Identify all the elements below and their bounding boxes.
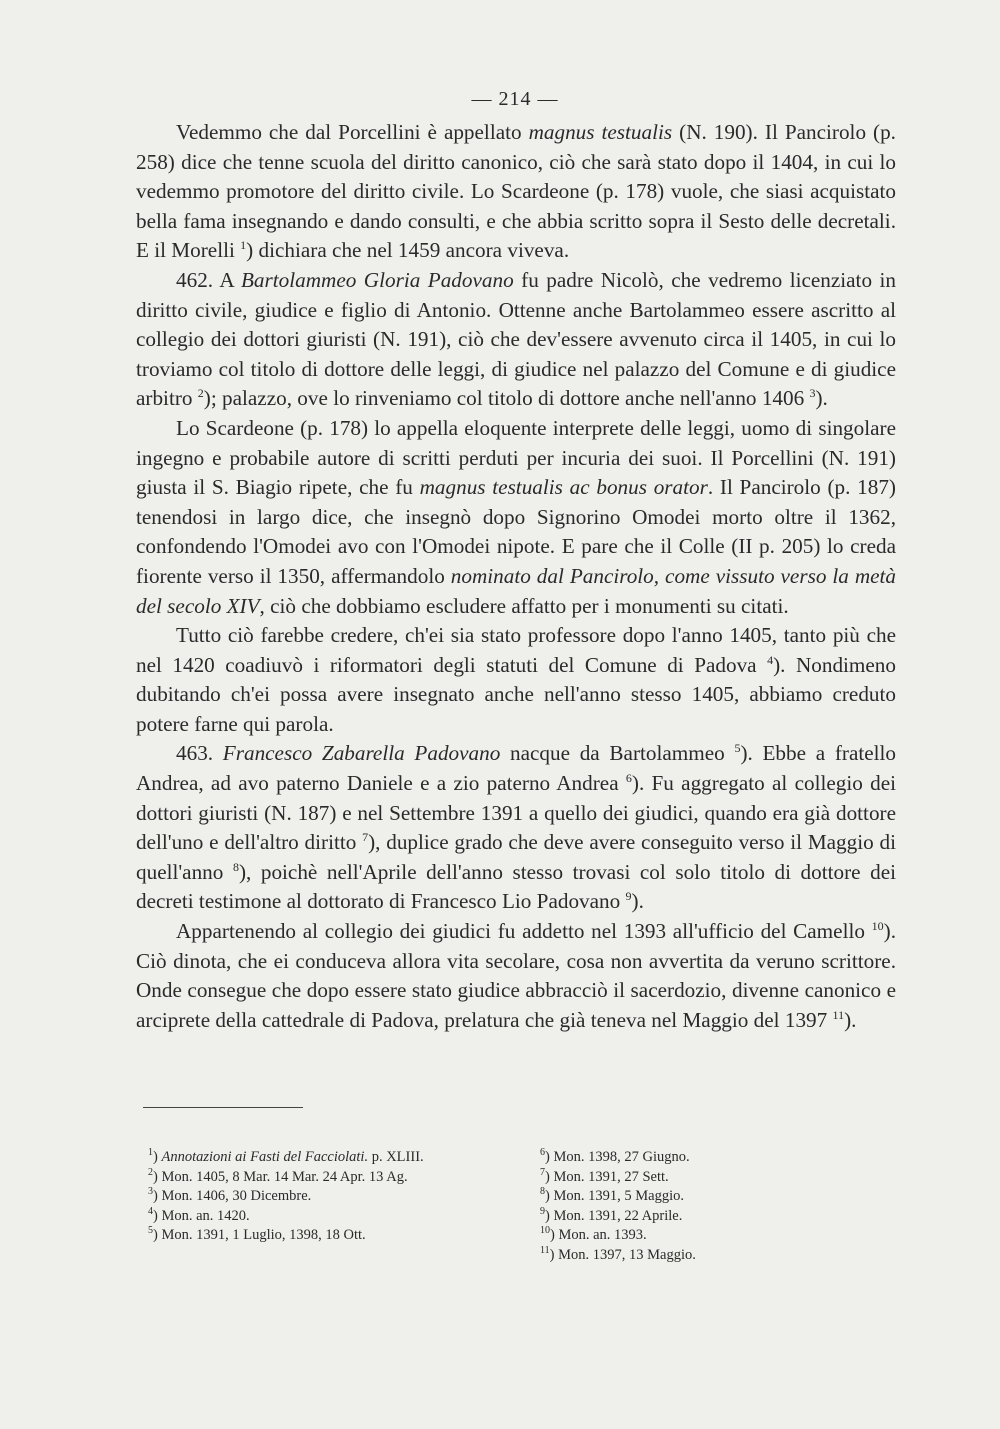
footnote-ref: 1 xyxy=(240,238,247,253)
footnote-number: 5 xyxy=(148,1225,153,1236)
text-run: ). Fu aggregato al collegio dei dottori giuristi (N. 187) e nel Settembre 1391 a quello dei giudici, quando era già dottore dell'uno e dell'altro diritto xyxy=(136,771,896,855)
paragraph-4 xyxy=(136,621,896,739)
italic-text: nominato dal Pancirolo, come vissuto verso la metà del secolo XIV xyxy=(136,563,896,618)
footnote-7: $^7$) Mon. 1391, 27 Sett. xyxy=(540,1166,669,1185)
italic-text: Francesco Zabarella Padovano xyxy=(222,741,501,766)
footnote-ref: 3 xyxy=(809,386,816,401)
footnote-text: Mon. 1391, 5 Maggio. xyxy=(549,1188,684,1204)
text-run: ); palazzo, ove lo rinveniamo col titolo di dottore anche nell'anno 1406 xyxy=(203,386,810,411)
footnote-number: 10 xyxy=(540,1225,550,1236)
footnote-number: 1 xyxy=(148,1147,153,1158)
footnote-text: Mon. 1391, 27 Sett. xyxy=(549,1168,669,1185)
text-run: . Il Pancirolo (p. 187) tenendosi in largo dice, che insegnò dopo Signorino Omodei morto oltre il 1362, confondendo l'Omodei avo con l'Omodei nipote. E pare che il Colle (II p. 205) lo creda fiorente verso il 1350, affermandolo xyxy=(136,475,896,588)
text-run: , ciò che dobbiamo escludere affatto per i monumenti su citati. xyxy=(259,593,789,618)
text-run: Appartenendo al collegio dei giudici fu addetto nel 1393 all'ufficio del Camello xyxy=(176,919,872,944)
paragraph-462 xyxy=(136,266,896,414)
footnote-10: $^{10}$) Mon. an. 1393. xyxy=(540,1225,647,1243)
text-run: fu padre Nicolò, che vedremo licenziato in diritto civile, giudice e figlio di Antonio. Ottenne anche Bartolammeo essere ascritto al collegio dei dottori giuristi (N. 191), ciò che dev'essere avvenuto circa il 1405, in cui lo troviamo col titolo di dottore delle leggi, di giudice nel palazzo del Comune e di giudice arbitro xyxy=(136,267,896,411)
footnote-text: Mon. 1405, 8 Mar. 14 Mar. 24 Apr. 13 Ag. xyxy=(157,1168,408,1185)
body-text xyxy=(136,118,896,1035)
footnote-number: 11 xyxy=(540,1244,550,1256)
footnotes-right xyxy=(540,1148,800,1265)
footnote-number: 8 xyxy=(540,1186,545,1197)
text-run: ) dichiara che nel 1459 ancora viveva. xyxy=(246,238,570,263)
text-run: ). Nondimeno dubitando ch'ei possa avere insegnato anche nell'anno stesso 1405, abbiamo creduto potere farne qui parola. xyxy=(136,652,896,736)
footnote-5: $^5$) Mon. 1391, 1 Luglio, 1398, 18 Ott. xyxy=(148,1225,366,1243)
footnote-divider xyxy=(143,1107,303,1108)
footnote-ref: 2 xyxy=(197,386,204,401)
footnote-ref: 10 xyxy=(871,919,884,934)
italic-text: Bartolammeo Gloria Padovano xyxy=(240,267,514,292)
footnote-9: $^9$) Mon. 1391, 22 Aprile. xyxy=(540,1205,683,1224)
footnote-ref: 4 xyxy=(767,652,774,667)
footnote-11: $^{11}$) Mon. 1397, 13 Maggio. xyxy=(540,1244,696,1263)
footnote-number: 4 xyxy=(148,1205,153,1217)
footnote-4: $^4$) Mon. an. 1420. xyxy=(148,1205,250,1224)
footnote-text: Mon. 1391, 1 Luglio, 1398, 18 Ott. xyxy=(157,1227,366,1243)
footnote-3: $^3$) Mon. 1406, 30 Dicembre. xyxy=(148,1186,312,1204)
text-run: ). xyxy=(844,1007,857,1032)
footnote-number: 6 xyxy=(540,1147,545,1158)
text-run: 463. xyxy=(176,741,223,766)
text-run: nacque da Bartolammeo xyxy=(500,741,735,766)
text-run: ). Ebbe a fratello Andrea, ad avo paterno Daniele e a zio paterno Andrea xyxy=(136,741,897,796)
paragraph-3 xyxy=(136,414,896,621)
text-run: ). Ciò dinota, che ei conduceva allora vita secolare, cosa non avvertita da veruno scrittore. Onde consegue che dopo essere stato giudice abbracciò il sacerdozio, divenne canonico e arciprete della cattedrale di Padova, prelatura che già teneva nel Maggio del 1397 xyxy=(136,919,896,1032)
paragraph-463 xyxy=(136,739,896,917)
footnote-text: Mon. 1397, 13 Maggio. xyxy=(554,1246,696,1263)
footnote-text: Mon. an. 1420. xyxy=(157,1207,250,1224)
footnote-number: 9 xyxy=(540,1205,545,1217)
footnote-text: Mon. 1391, 22 Aprile. xyxy=(549,1207,683,1224)
footnote-text: Mon. 1406, 30 Dicembre. xyxy=(157,1188,312,1204)
footnote-text: p. XLIII. xyxy=(368,1149,424,1165)
text-run: Lo Scardeone (p. 178) lo appella eloquente interprete delle leggi, uomo di singolare ingegno e probabile autore di scritti perduti per incuria dei suoi. Il Porcellini (N. 191) giusta il S. Biagio ripete, che fu xyxy=(136,415,896,500)
text-run: 462. A xyxy=(176,267,241,292)
text-run: ), poichè nell'Aprile dell'anno stesso trovasi col solo titolo di dottore dei decreti testimone al dottorato di Francesco Lio Padovano xyxy=(136,859,897,914)
text-run: ). xyxy=(631,889,644,914)
footnote-ref: 11 xyxy=(832,1007,845,1022)
footnotes-left xyxy=(148,1148,508,1246)
text-run: (N. 190). Il Pancirolo (p. 258) dice che tenne scuola del diritto canonico, ciò che sarà stato dopo il 1404, in cui lo vedemmo promotore del diritto civile. Lo Scardeone (p. 178) vuole, che siasi acquistato bella fama insegnando e dando consulti, e che abbia scritto sopra il Sesto delle decretali. E il Morelli xyxy=(136,120,896,263)
footnote-number: 2 xyxy=(148,1166,153,1178)
footnote-text: Mon. 1398, 27 Giugno. xyxy=(549,1149,690,1165)
text-run: ), duplice grado che deve avere conseguito verso il Maggio di quell'anno xyxy=(136,830,896,884)
paragraph-6 xyxy=(136,917,896,1035)
footnote-ref: 5 xyxy=(734,741,741,756)
text-run: Tutto ciò farebbe credere, ch'ei sia stato professore dopo l'anno 1405, tanto più che nel 1420 coadiuvò i riformatori degli statuti del Comune di Padova xyxy=(136,623,896,677)
footnote-text: Mon. an. 1393. xyxy=(554,1227,647,1243)
text-run: ). xyxy=(815,386,828,411)
text-run: Vedemmo che dal Porcellini è appellato xyxy=(176,120,529,144)
footnote-ref: 8 xyxy=(232,859,239,874)
italic-text: magnus testualis xyxy=(528,120,673,144)
italic-text: magnus testualis ac bonus orator xyxy=(419,475,708,500)
footnote-6: $^6$) Mon. 1398, 27 Giugno. xyxy=(540,1147,690,1165)
italic-text: Annotazioni ai Fasti del Facciolati. xyxy=(161,1149,369,1165)
page-number: — 214 — xyxy=(471,88,559,110)
footnote-1: $^1$) Annotazioni ai Fasti del Facciolati. p. XLIII. xyxy=(148,1147,424,1165)
footnote-8: $^8$) Mon. 1391, 5 Maggio. xyxy=(540,1186,684,1204)
footnote-number: 3 xyxy=(148,1186,153,1197)
footnote-number: 7 xyxy=(540,1166,545,1178)
paragraph-1 xyxy=(136,118,896,266)
footnote-ref: 9 xyxy=(625,889,632,904)
footnote-ref: 6 xyxy=(625,771,632,786)
footnote-2: $^2$) Mon. 1405, 8 Mar. 14 Mar. 24 Apr. 13 Ag. xyxy=(148,1166,408,1185)
footnote-ref: 7 xyxy=(362,830,369,845)
